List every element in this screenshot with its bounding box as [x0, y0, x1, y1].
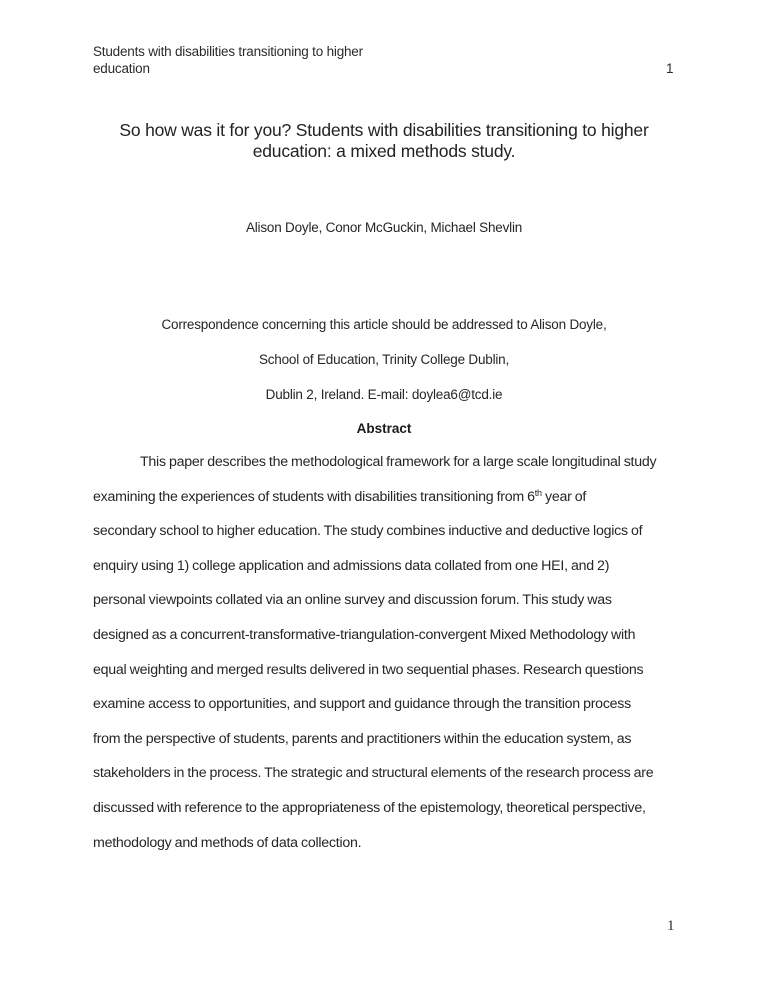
ordinal-superscript: th — [534, 487, 542, 498]
title-line-1: So how was it for you? Students with disabilities transitioning to higher — [119, 120, 649, 140]
paper-title — [93, 120, 675, 162]
abstract-line: stakeholders in the process. The strategic and structural elements of the research process are — [93, 765, 654, 782]
title-line-2: education: a mixed methods study. — [252, 141, 516, 161]
abstract-line: designed as a concurrent-transformative-triangulation-convergent Mixed Methodology with — [93, 626, 636, 643]
running-head — [93, 43, 413, 77]
abstract-line: examining the experiences of students with disabilities transitioning from 6th year of — [93, 487, 587, 505]
abstract-line: methodology and methods of data collection. — [93, 834, 362, 851]
author-list: Alison Doyle, Conor McGuckin, Michael Shevlin — [245, 220, 523, 235]
abstract-line: This paper describes the methodological framework for a large scale longitudinal study — [140, 454, 657, 470]
header-page-number: 1 — [666, 61, 674, 76]
running-head-line-1: Students with disabilities transitioning to higher — [93, 44, 363, 59]
running-head-line-2: education — [93, 61, 150, 76]
footer-page-number: 1 — [667, 918, 675, 934]
abstract-heading: Abstract — [356, 421, 412, 436]
abstract-line: equal weighting and merged results delivered in two sequential phases. Research questions — [93, 661, 644, 678]
correspondence-line-3: Dublin 2, Ireland. E-mail: doylea6@tcd.ie — [265, 387, 503, 402]
abstract-line: secondary school to higher education. The study combines inductive and deductive logics of — [93, 523, 643, 540]
correspondence-line-2: School of Education, Trinity College Dublin, — [258, 352, 510, 367]
abstract-line: from the perspective of students, parents and practitioners within the education system, as — [93, 730, 632, 747]
correspondence-line-1: Correspondence concerning this article should be addressed to Alison Doyle, — [161, 317, 607, 332]
correspondence-block — [93, 316, 675, 421]
abstract-line: personal viewpoints collated via an online survey and discussion forum. This study was — [93, 592, 612, 609]
abstract-line: discussed with reference to the appropriateness of the epistemology, theoretical perspective, — [93, 799, 646, 816]
abstract-line: enquiry using 1) college application and admissions data collated from one HEI, and 2) — [93, 557, 610, 574]
abstract-body — [93, 453, 693, 868]
abstract-line: examine access to opportunities, and support and guidance through the transition process — [93, 696, 631, 713]
